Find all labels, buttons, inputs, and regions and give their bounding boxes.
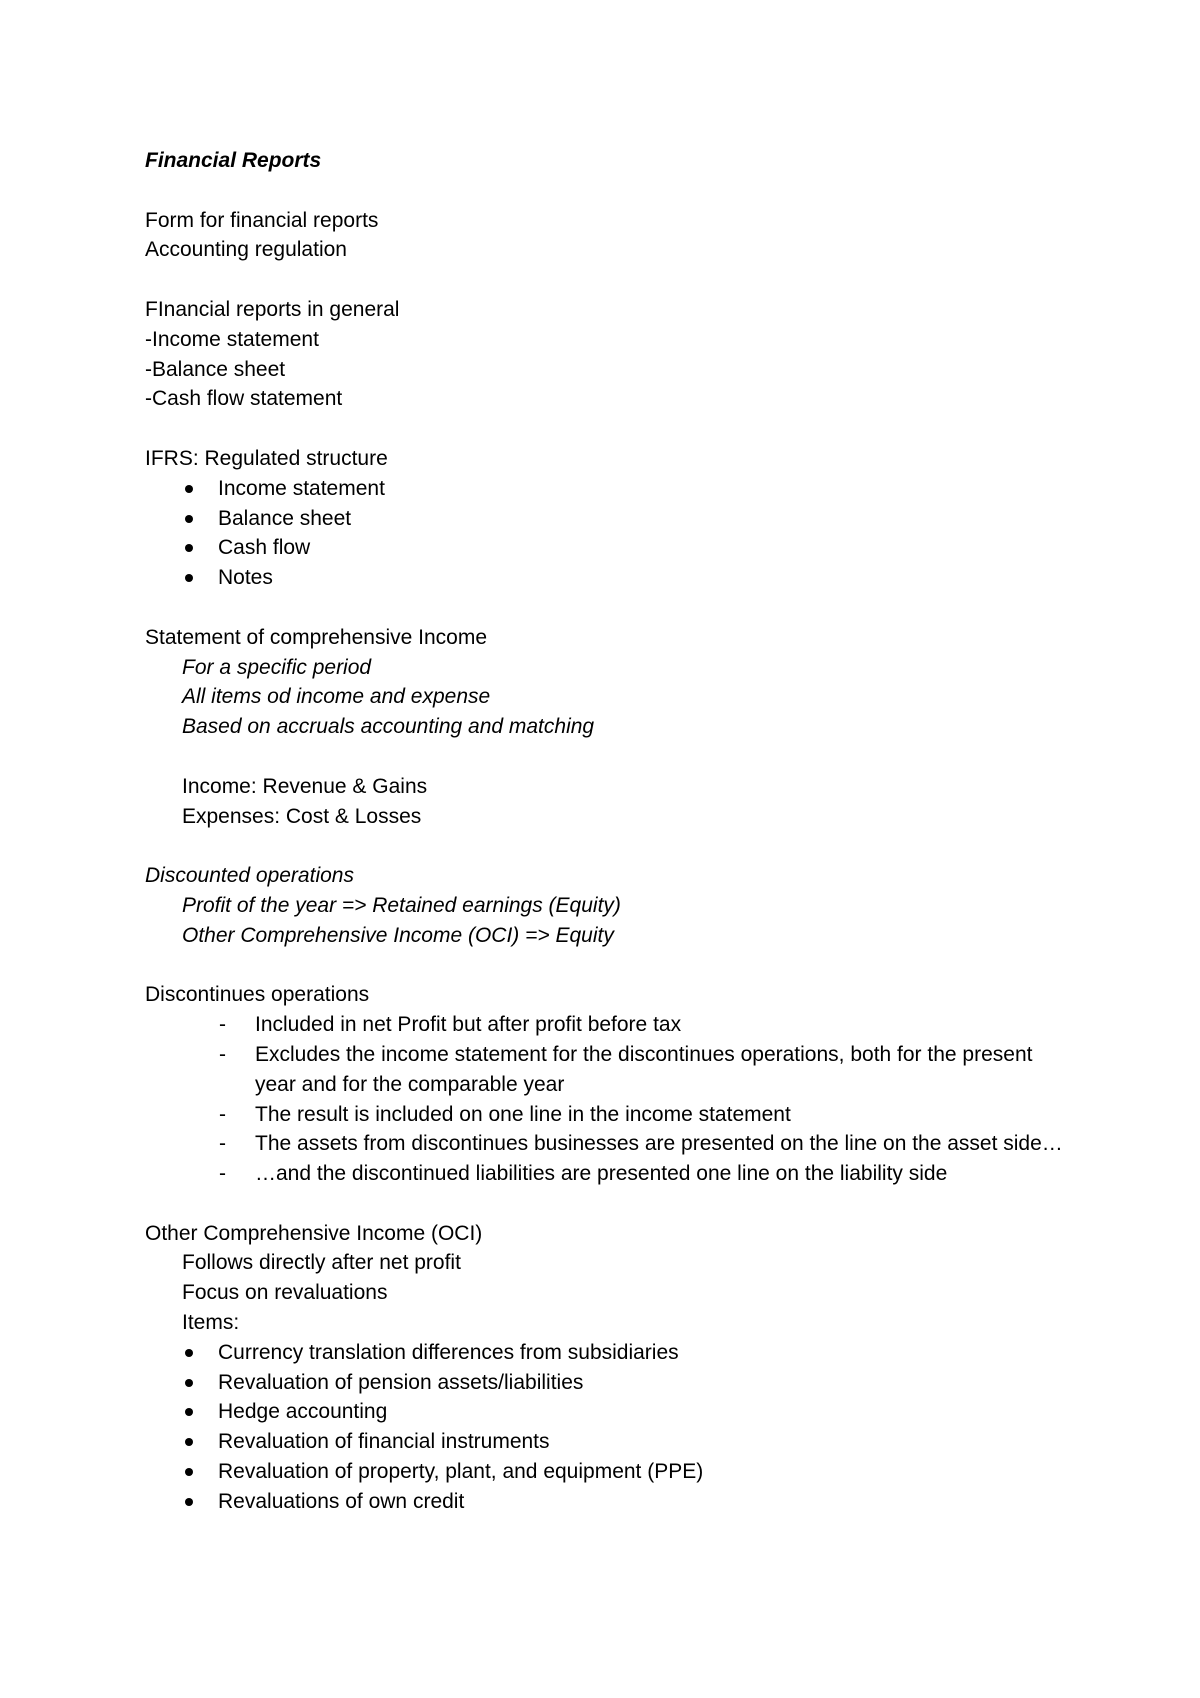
italic-line: For a specific period bbox=[182, 655, 372, 679]
italic-line: Other Comprehensive Income (OCI) => Equity bbox=[182, 923, 614, 947]
bullet-item bbox=[145, 504, 1075, 534]
bullet-text: Notes bbox=[218, 566, 273, 590]
text-line: Focus on revaluations bbox=[182, 1281, 388, 1305]
section-heading-discounted: Discounted operations bbox=[145, 864, 354, 888]
dash-item bbox=[145, 1010, 1075, 1040]
section-heading-discontinued: Discontinues operations bbox=[145, 983, 370, 1007]
text-line: Follows directly after net profit bbox=[182, 1251, 461, 1275]
bullet-text: Cash flow bbox=[218, 536, 311, 560]
section-heading-oci: Other Comprehensive Income (OCI) bbox=[145, 1221, 483, 1245]
spacer bbox=[145, 176, 1075, 206]
dash-text: The result is included on one line in the income statement bbox=[255, 1102, 791, 1126]
dash-marker: - bbox=[219, 1042, 226, 1066]
text-line: Expenses: Cost & Losses bbox=[182, 804, 422, 828]
bullet-item bbox=[145, 1487, 1075, 1517]
bullet-text: Revaluation of pension assets/liabilities bbox=[218, 1370, 584, 1394]
spacer bbox=[145, 265, 1075, 295]
bullet-icon bbox=[185, 1379, 193, 1387]
spacer bbox=[145, 831, 1075, 861]
bullet-icon bbox=[185, 544, 193, 552]
bullet-icon bbox=[185, 1498, 193, 1506]
bullet-icon bbox=[185, 485, 193, 493]
bullet-item bbox=[145, 563, 1075, 593]
bullet-item bbox=[145, 1368, 1075, 1398]
document-title: Financial Reports bbox=[145, 149, 322, 172]
bullet-item bbox=[145, 533, 1075, 563]
bullet-text: Currency translation differences from subsidiaries bbox=[218, 1340, 679, 1364]
bullet-item bbox=[145, 474, 1075, 504]
list-item: -Income statement bbox=[145, 327, 319, 351]
dash-item bbox=[145, 1040, 1075, 1100]
dash-marker: - bbox=[219, 1162, 226, 1186]
bullet-item bbox=[145, 1457, 1075, 1487]
bullet-text: Revaluations of own credit bbox=[218, 1489, 465, 1513]
bullet-text: Revaluation of property, plant, and equipment (PPE) bbox=[218, 1460, 704, 1484]
dash-marker: - bbox=[219, 1132, 226, 1156]
bullet-text: Revaluation of financial instruments bbox=[218, 1430, 550, 1454]
dash-text: Included in net Profit but after profit before tax bbox=[255, 1013, 682, 1037]
bullet-icon bbox=[185, 574, 193, 582]
intro-line: Accounting regulation bbox=[145, 238, 347, 262]
document-body bbox=[145, 146, 1075, 1517]
dash-item bbox=[145, 1129, 1075, 1159]
bullet-text: Hedge accounting bbox=[218, 1400, 388, 1424]
list-item: -Balance sheet bbox=[145, 357, 286, 381]
spacer bbox=[145, 593, 1075, 623]
italic-line: Profit of the year => Retained earnings (Equity) bbox=[182, 893, 621, 917]
spacer bbox=[145, 742, 1075, 772]
spacer bbox=[145, 1189, 1075, 1219]
bullet-item bbox=[145, 1338, 1075, 1368]
bullet-text: Income statement bbox=[218, 476, 385, 500]
list-item: -Cash flow statement bbox=[145, 387, 343, 411]
italic-line: Based on accruals accounting and matching bbox=[182, 715, 595, 739]
dash-item bbox=[145, 1100, 1075, 1130]
bullet-item bbox=[145, 1397, 1075, 1427]
dash-marker: - bbox=[219, 1013, 226, 1037]
intro-line: Form for financial reports bbox=[145, 208, 379, 232]
section-heading-ifrs: IFRS: Regulated structure bbox=[145, 446, 388, 470]
section-heading-general: FInancial reports in general bbox=[145, 297, 400, 321]
bullet-icon bbox=[185, 1349, 193, 1357]
dash-item bbox=[145, 1159, 1075, 1189]
bullet-icon bbox=[185, 1408, 193, 1416]
bullet-icon bbox=[185, 515, 193, 523]
dash-marker: - bbox=[219, 1102, 226, 1126]
bullet-text: Balance sheet bbox=[218, 506, 352, 530]
spacer bbox=[145, 414, 1075, 444]
bullet-icon bbox=[185, 1438, 193, 1446]
text-line: Items: bbox=[182, 1311, 240, 1335]
italic-line: All items od income and expense bbox=[182, 685, 491, 709]
bullet-item bbox=[145, 1427, 1075, 1457]
section-heading-comprehensive-income: Statement of comprehensive Income bbox=[145, 625, 488, 649]
text-line: Income: Revenue & Gains bbox=[182, 774, 428, 798]
dash-text: …and the discontinued liabilities are presented one line on the liability side bbox=[255, 1162, 948, 1186]
spacer bbox=[145, 951, 1075, 981]
bullet-icon bbox=[185, 1468, 193, 1476]
dash-text: The assets from discontinues businesses are presented on the line on the asset side… bbox=[255, 1132, 1063, 1156]
dash-text: Excludes the income statement for the discontinues operations, both for the present year and for the comparable year bbox=[255, 1042, 1033, 1096]
